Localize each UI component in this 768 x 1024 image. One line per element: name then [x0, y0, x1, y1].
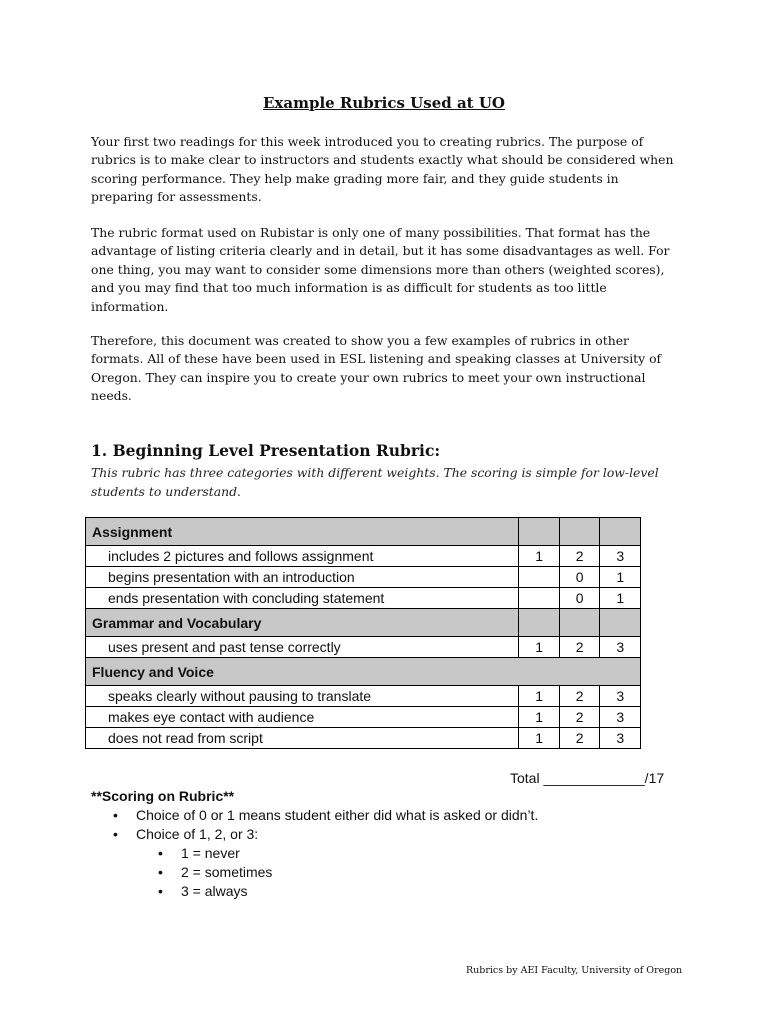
- category-row: [86, 658, 641, 686]
- page-footer: Rubrics by AEI Faculty, University of Oregon: [466, 965, 683, 976]
- category-row: [86, 609, 641, 637]
- score-cell: 3: [600, 707, 641, 728]
- score-cell: 2: [559, 637, 600, 658]
- section-description: This rubric has three categories with different weights. The scoring is simple for low-level students to understand.: [91, 465, 659, 499]
- scoring-sub-list: [136, 844, 538, 901]
- score-cell: 2: [559, 728, 600, 749]
- list-item: [91, 825, 538, 901]
- criterion-row: [86, 728, 641, 749]
- score-cell: [519, 588, 560, 609]
- intro-paragraph-2: The rubric format used on Rubistar is only one of many possibilities. That format has the advantage of listing criteria clearly and in detail, but it has some disadvantages as well. For one thing, you may want to consider some dimensions more than others (weighted scores), and you may find that too much information is as difficult for students as too little information.: [91, 225, 670, 314]
- score-cell: 1: [519, 707, 560, 728]
- list-item-text: Choice of 1, 2, or 3:: [136, 826, 259, 842]
- score-cell: 1: [519, 686, 560, 707]
- score-cell: 0: [559, 588, 600, 609]
- criterion-row: [86, 588, 641, 609]
- criterion-text: does not read from script: [86, 728, 519, 749]
- score-cell: 2: [559, 546, 600, 567]
- score-cell: 3: [600, 637, 641, 658]
- criterion-text: makes eye contact with audience: [86, 707, 519, 728]
- sub-list-item: • 2 = sometimes: [136, 863, 538, 882]
- criterion-row: [86, 686, 641, 707]
- criterion-row: [86, 637, 641, 658]
- criterion-row: [86, 546, 641, 567]
- category-label: Fluency and Voice: [86, 658, 641, 686]
- score-cell: 3: [600, 728, 641, 749]
- sub-list-item: • 1 = never: [136, 844, 538, 863]
- section-heading: 1. Beginning Level Presentation Rubric:: [91, 441, 441, 460]
- score-cell: 3: [600, 546, 641, 567]
- intro-paragraph-3: Therefore, this document was created to show you a few examples of rubrics in other formats. All of these have been used in ESL listening and speaking classes at University of Oregon. They can inspire you to create your own rubrics to meet your own instructional needs.: [91, 333, 662, 404]
- score-cell: 2: [559, 707, 600, 728]
- score-cell: 1: [600, 588, 641, 609]
- criterion-row: [86, 707, 641, 728]
- scoring-title: **Scoring on Rubric**: [91, 788, 235, 804]
- criterion-text: speaks clearly without pausing to translate: [86, 686, 519, 707]
- criterion-text: uses present and past tense correctly: [86, 637, 519, 658]
- scoring-list: [91, 806, 538, 901]
- score-cell: 1: [519, 637, 560, 658]
- total-line: Total _____________/17: [510, 770, 665, 786]
- category-label: Assignment: [86, 518, 519, 546]
- criterion-text: includes 2 pictures and follows assignment: [86, 546, 519, 567]
- criterion-row: [86, 567, 641, 588]
- criterion-text: ends presentation with concluding statement: [86, 588, 519, 609]
- sub-list-item: • 3 = always: [136, 882, 538, 901]
- criterion-text: begins presentation with an introduction: [86, 567, 519, 588]
- score-cell: 1: [519, 728, 560, 749]
- score-cell: [519, 567, 560, 588]
- category-row: [86, 518, 641, 546]
- rubric-table: [85, 517, 641, 749]
- score-cell: 2: [559, 686, 600, 707]
- score-cell: 3: [600, 686, 641, 707]
- score-cell: 1: [600, 567, 641, 588]
- score-cell: 0: [559, 567, 600, 588]
- list-item: • Choice of 0 or 1 means student either did what is asked or didn’t.: [91, 806, 538, 825]
- score-cell: 1: [519, 546, 560, 567]
- category-label: Grammar and Vocabulary: [86, 609, 519, 637]
- page-title: Example Rubrics Used at UO: [263, 94, 505, 112]
- intro-paragraph-1: Your first two readings for this week introduced you to creating rubrics. The purpose of rubrics is to make clear to instructors and students exactly what should be considered when scoring performance. They help make grading more fair, and they guide students in preparing for assessments.: [91, 134, 674, 205]
